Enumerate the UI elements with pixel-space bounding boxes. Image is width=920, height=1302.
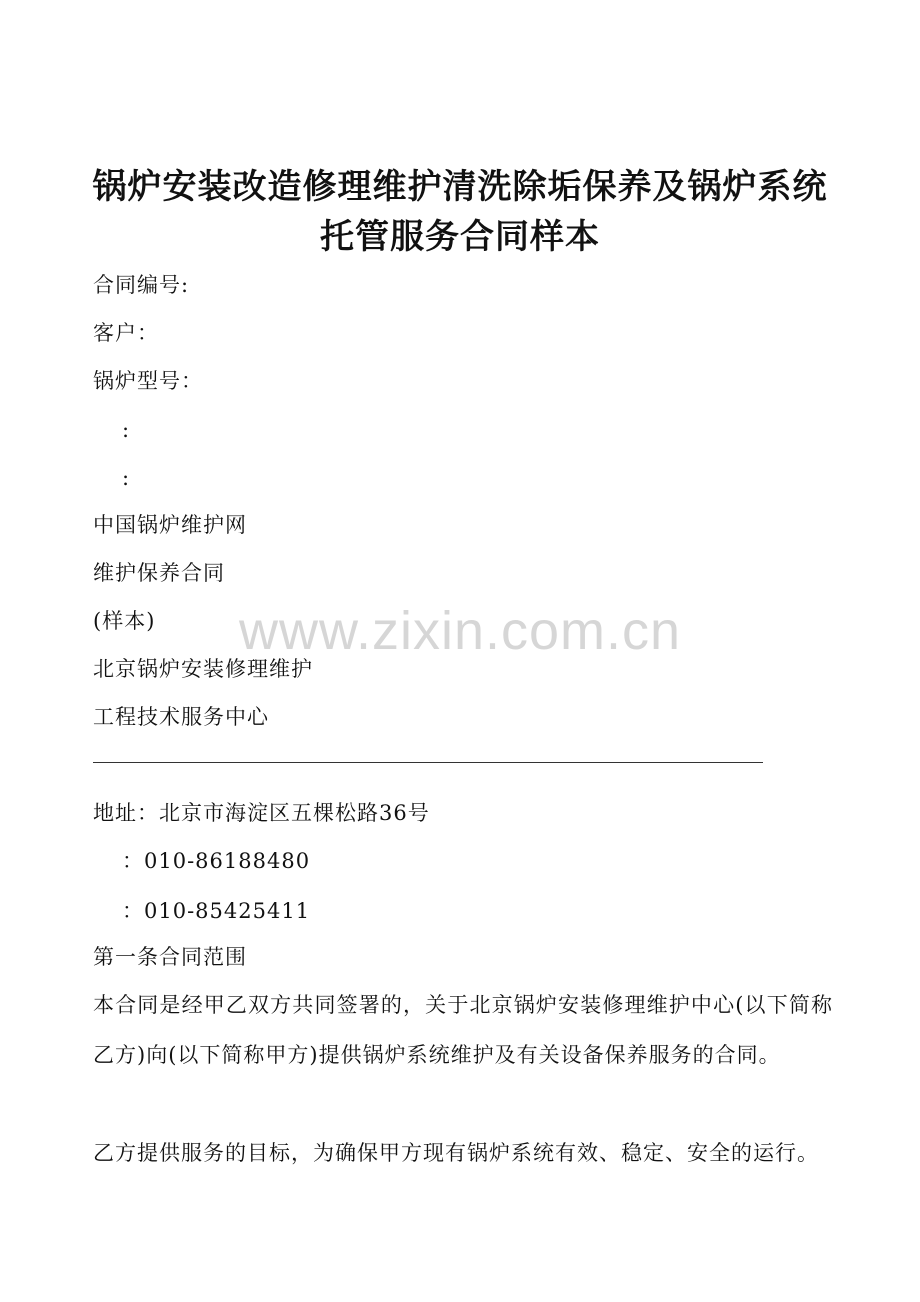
colon-line-1: : (122, 418, 131, 442)
colon-line-2: : (122, 466, 131, 490)
boiler-model-label: 锅炉型号： (93, 369, 203, 393)
sample-note: (样本) (93, 609, 156, 633)
watermark: www.zixin.com.cn (238, 601, 682, 661)
phone-line-1: ：010-86188480 (122, 849, 311, 873)
provider-name-line1: 北京锅炉安装修理维护 (93, 657, 313, 681)
document-title-line2: 托管服务合同样本 (320, 217, 600, 257)
address-line: 地址：北京市海淀区五棵松路36号 (93, 801, 430, 825)
provider-name-line2: 工程技术服务中心 (93, 705, 269, 729)
section-heading: 第一条合同范围 (93, 945, 247, 969)
client-label: 客户： (93, 321, 159, 345)
document-title-line1: 锅炉安装改造修理维护清洗除垢保养及锅炉系统 (92, 167, 828, 207)
paragraph-contract-scope: 本合同是经甲乙双方共同签署的，关于北京锅炉安装修理维护中心(以下简称乙方)向(以下简称甲方)提供锅炉系统维护及有关设备保养服务的合同。 (93, 993, 833, 1067)
contract-number-label: 合同编号: (93, 273, 190, 297)
document-type: 维护保养合同 (93, 561, 225, 585)
organization-name: 中国锅炉维护网 (93, 513, 247, 537)
phone-line-2: ：010-85425411 (122, 899, 311, 923)
horizontal-divider (93, 762, 763, 763)
paragraph-service-goal: 乙方提供服务的目标，为确保甲方现有锅炉系统有效、稳定、安全的运行。 (93, 1141, 819, 1165)
